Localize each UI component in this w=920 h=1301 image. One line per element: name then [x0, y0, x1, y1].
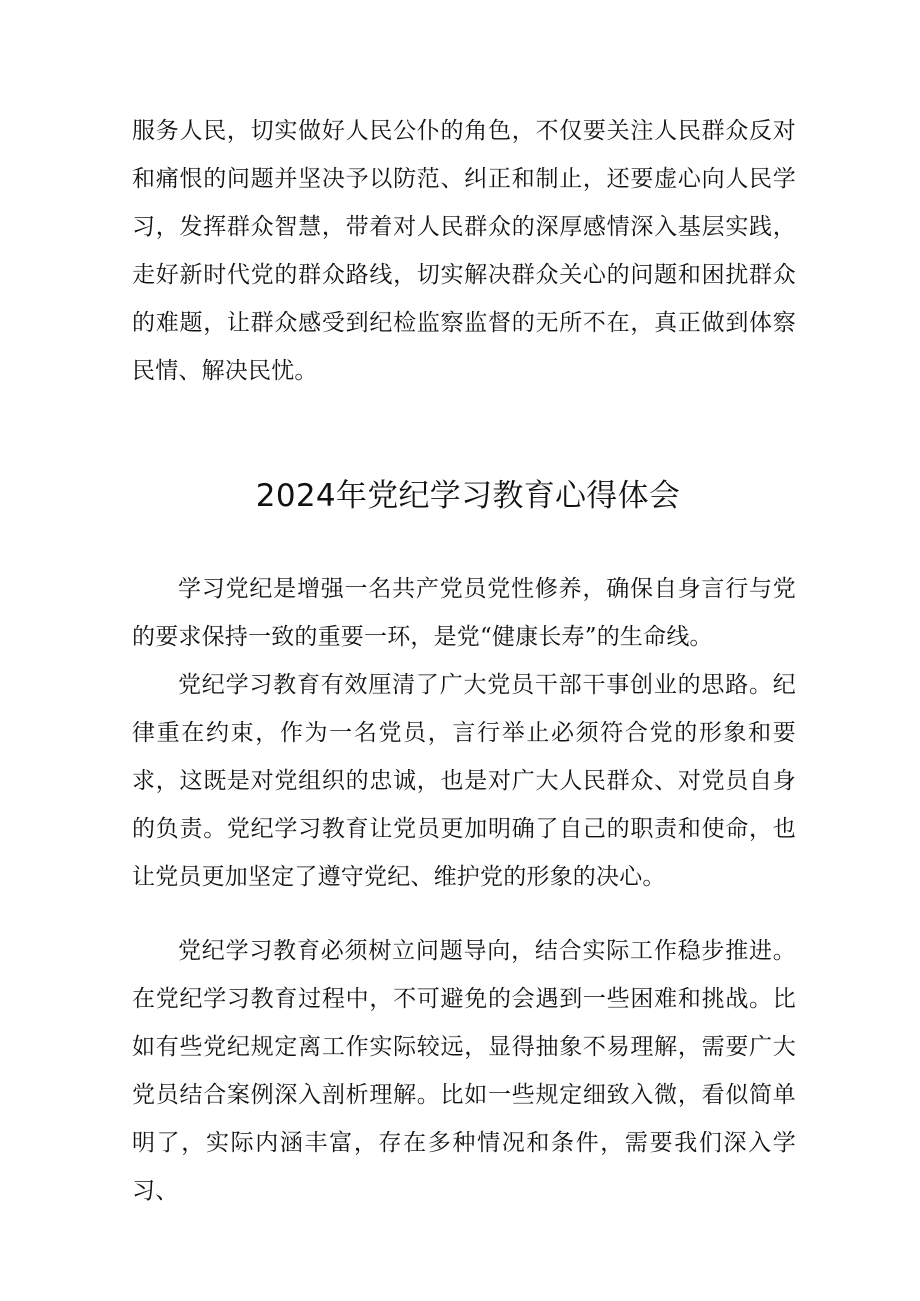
body-paragraph-3: 党纪学习教育必须树立问题导向，结合实际工作稳步推进。在党纪学习教育过程中，不可避免的会遇到一些困难和挑战。比如有些党纪规定离工作实际较远，显得抽象不易理解，需要广大党员结合案例深入剖析理解。比如一些规定细致入微，看似简单明了，实际内涵丰富，存在多种情况和条件，需要我们深入学习、	[132, 938, 796, 1204]
body-paragraph-1: 学习党纪是增强一名共产党员党性修养，确保自身言行与党的要求保持一致的重要一环，是党“健康长寿”的生命线。	[132, 576, 796, 650]
paragraph-gap	[132, 901, 796, 927]
document-title: 2024年党纪学习教育心得体会	[255, 478, 681, 514]
document-page	[132, 107, 796, 1215]
body-paragraph-2: 党纪学习教育有效厘清了广大党员干部干事创业的思路。纪律重在约束，作为一名党员，言行举止必须符合党的形象和要求，这既是对党组织的忠诚，也是对广大人民群众、对党员自身的负责。党纪学习教育让党员更加明确了自己的职责和使命，也让党员更加坚定了遵守党纪、维护党的形象的决心。	[132, 672, 796, 890]
intro-paragraph: 服务人民，切实做好人民公仆的角色，不仅要关注人民群众反对和痛恨的问题并坚决予以防范、纠正和制止，还要虚心向人民学习，发挥群众智慧，带着对人民群众的深厚感情深入基层实践，走好新时代党的群众路线，切实解决群众关心的问题和困扰群众的难题，让群众感受到纪检监察监督的无所不在，真正做到体察民情、解决民忧。	[132, 118, 796, 384]
